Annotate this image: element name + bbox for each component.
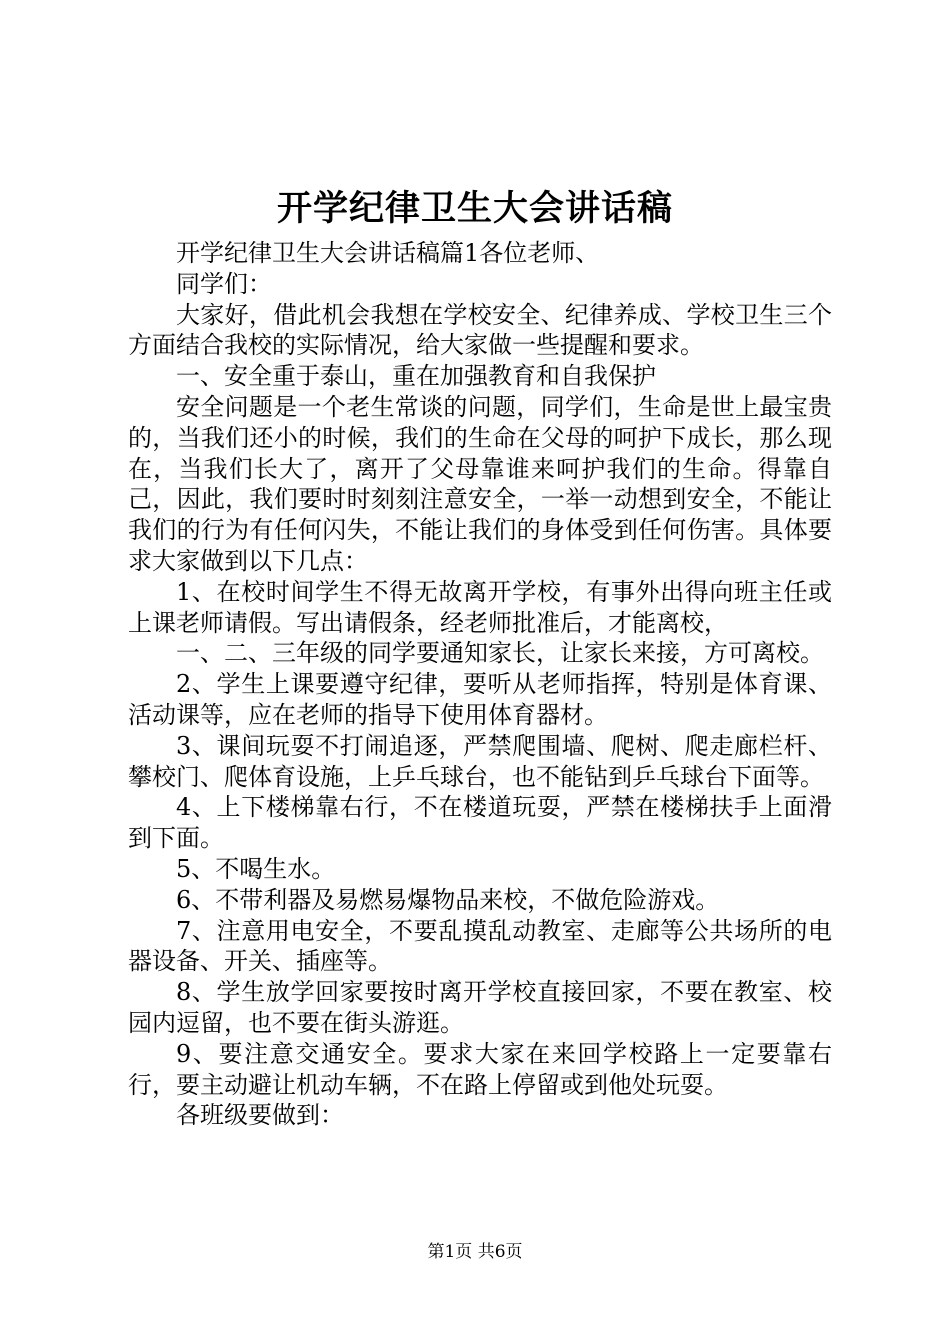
section-heading: 一、安全重于泰山，重在加强教育和自我保护 — [176, 362, 656, 391]
paragraph: 各班级要做到： — [176, 1101, 344, 1130]
paragraph: 大家好，借此机会我想在学校安全、纪律养成、学校卫生三个方面结合我校的实际情况，给大家做一些提醒和要求。 — [128, 300, 832, 360]
list-item: 1、在校时间学生不得无故离开学校，有事外出得向班主任或上课老师请假。写出请假条，经老师批准后，才能离校， — [128, 577, 832, 637]
document-body — [128, 238, 832, 1131]
list-item: 8、学生放学回家要按时离开学校直接回家，不要在教室、校园内逗留，也不要在街头游逛。 — [128, 978, 832, 1037]
list-item: 6、不带利器及易燃易爆物品来校，不做危险游戏。 — [176, 885, 720, 914]
list-item: 2、学生上课要遵守纪律，要听从老师指挥，特别是体育课、活动课等，应在老师的指导下使用体育器材。 — [128, 670, 832, 729]
list-item: 3、课间玩耍不打闹追逐，严禁爬围墙、爬树、爬走廊栏杆、攀校门、爬体育设施，上乒乓球台，也不能钻到乒乓球台下面等。 — [128, 731, 832, 791]
paragraph: 开学纪律卫生大会讲话稿篇1各位老师、 — [176, 239, 600, 267]
paragraph: 同学们： — [176, 269, 272, 298]
page-footer: 第1页 共6页 — [427, 1242, 523, 1262]
list-item: 5、不喝生水。 — [176, 854, 336, 883]
list-item: 9、要注意交通安全。要求大家在来回学校路上一定要靠右行，要主动避让机动车辆，不在路上停留或到他处玩耍。 — [128, 1039, 832, 1099]
document-title: 开学纪律卫生大会讲话稿 — [276, 188, 673, 229]
list-item: 7、注意用电安全，不要乱摸乱动教室、走廊等公共场所的电器设备、开关、插座等。 — [128, 916, 832, 976]
paragraph: 一、二、三年级的同学要通知家长，让家长来接，方可离校。 — [176, 639, 824, 668]
list-item: 4、上下楼梯靠右行，不在楼道玩耍，严禁在楼梯扶手上面滑到下面。 — [128, 793, 832, 853]
paragraph: 安全问题是一个老生常谈的问题，同学们，生命是世上最宝贵的，当我们还小的时候，我们的生命在父母的呵护下成长，那么现在，当我们长大了，离开了父母靠谁来呵护我们的生命。得靠自己，因此，我们要时时刻刻注意安全，一举一动想到安全，不能让我们的行为有任何闪失，不能让我们的身体受到任何伤害。具体要求大家做到以下几点： — [128, 392, 832, 575]
